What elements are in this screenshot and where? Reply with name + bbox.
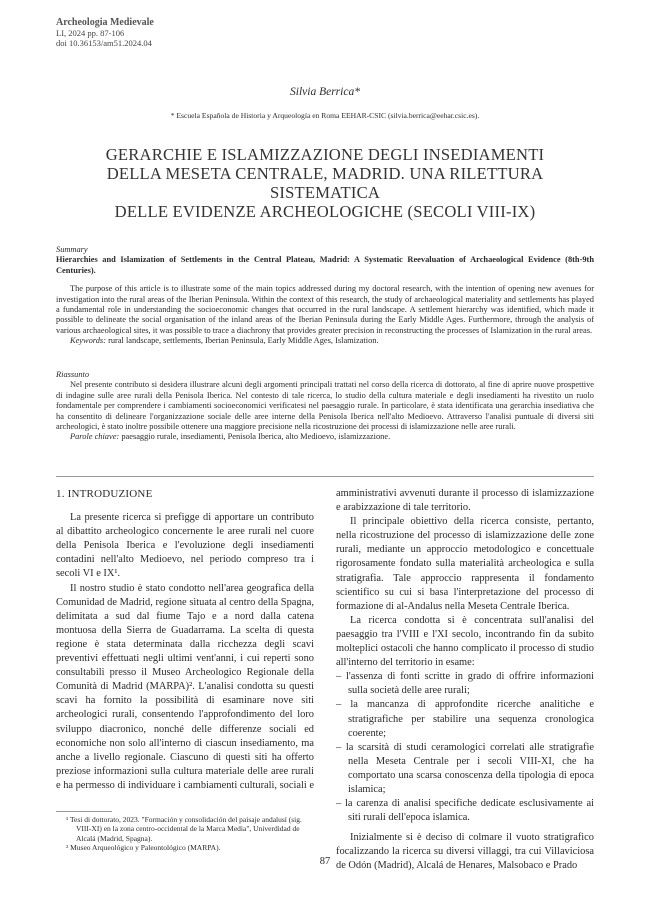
list-item: – la carenza di analisi specifiche dedicate esclusivamente ai siti rurali dell'epoca islamica. <box>336 798 594 824</box>
abstract-divider <box>56 476 594 477</box>
riassunto-text: Nel presente contributo si desidera illustrare alcuni degli argomenti principali trattati nel corso della ricerca di dottorato, al fine di aprire nuove prospettive di indagine sulle aree rurali della Penisola Iberica. Nel contesto di tale ricerca, lo studio della cultura materiale e degli insediamenti ha rivestito un ruolo fondamentale per comprendere i cambiamenti socioeconomici verificatesi nel paesaggio rurale. In particolare, è stata identificata una gerarchia insediativa che ha consentito di delineare l'organizzazione sociale delle aree interne della Penisola Iberica nell'alto Medioevo. Attraverso l'analisi puntuale di diversi siti archeologici, è stato inoltre possibile ottenere una maggiore precisione nella ricostruzione dei processi di islamizzazione nelle aree rurali. <box>56 380 594 432</box>
title-line: GERARCHIE E ISLAMIZZAZIONE DEGLI INSEDIAMENTI <box>105 145 545 164</box>
riassunto-keywords-value: paesaggio rurale, insediamenti, Penisola Iberica, alto Medioevo, islamizzazione. <box>121 432 391 442</box>
summary-english-title: Hierarchies and Islamization of Settlements in the Central Plateau, Madrid: A Systematic Reevaluation of Archaeological Evidence (8th-9th Centuries). <box>56 255 594 275</box>
list-item: – la mancanza di approfondite ricerche analitiche e stratigrafiche per stabilire una sequenza cronologica coerente; <box>336 699 594 739</box>
journal-header <box>56 18 154 48</box>
journal-volume: LI, 2024 pp. 87-106 <box>56 28 125 38</box>
body-paragraph: La ricerca condotta si è concentrata sull'analisi del paesaggio tra l'VIII e l'XI secolo, incontrando fin da subito molteplici ostacoli che hanno complicato il processo di studio all'interno del territorio in esame: <box>336 614 594 669</box>
obstacle-list <box>336 670 594 825</box>
riassunto-keywords <box>56 432 594 442</box>
list-item: – l'assenza di fonti scritte in grado di offrire informazioni sulla società delle aree rurali; <box>336 671 594 697</box>
list-item: – la scarsità di studi ceramologici correlati alle stratigrafie nella Meseta Centrale per i secoli VIII-XI, che ha comportato una scarsa conoscenza della tipologia di epoca islamica; <box>336 741 594 795</box>
section-heading: 1. INTRODUZIONE <box>56 488 153 500</box>
author-affiliation: * Escuela Española de Historia y Arqueología en Roma EEHAR-CSIC (silvia.berrica@eehar.csic.es). <box>170 111 480 120</box>
body-paragraph: Il nostro studio è stato condotto nell'area geografica della Comunidad de Madrid, regione situata al centro della Spagna, delimitata a sud dal fiume Tajo e a nord dalla catena montuosa della Sierra de Guadarrama. La scelta di questa regione è stata determinata dalla ricchezza degli scavi preventivi effettuati negli ultimi vent'anni, i cui reperti sono consultabili presso il Museo Archeologico Regionale della Comunità di Madrid (MARPA)². L'analisi condotta su questi scavi ha fornito la possibilità di esaminare nove siti archeologici rurali, consentendo l'approfondimento del loro sviluppo diacronico, nonché delle differenze sociali ed economiche non solo all'interno di ciascun insediamento, ma anche a livello regionale. Ciascuno di questi siti ha offerto preziose informazioni sulla cultura materiale delle aree rurali e ha permesso di individuare i cambiamenti culturali, sociali e <box>56 582 314 791</box>
body-continuation: amministrativi avvenuti durante il processo di islamizzazione e arabizzazione di tale territorio. <box>336 488 594 514</box>
summary-keywords <box>56 336 594 346</box>
left-column <box>56 487 314 793</box>
body-paragraph: Il principale obiettivo della ricerca consiste, pertanto, nella ricostruzione del processo di islamizzazione delle zone rurali, mediante un approccio metodologico e concettuale rigorosamente fondato sulla materialità archeologica e sulla stratigrafia. Tale approccio rappresenta il fondamento scientifico su cui si basa l'interpretazione del processo di formazione di al-Andalus nella Meseta Centrale Iberica. <box>336 516 594 612</box>
footnotes <box>56 815 314 852</box>
italian-abstract <box>56 370 594 443</box>
page-number: 87 <box>319 856 331 867</box>
footnote: ² Museo Arqueológico y Paleontológico (MARPA). <box>66 842 221 852</box>
summary-heading: Summary <box>56 245 88 254</box>
footnote-divider <box>56 811 112 812</box>
journal-name: Archeologia Medievale <box>56 17 154 28</box>
body-paragraph: La presente ricerca si prefigge di apportare un contributo al dibattito archeologico concernente le aree rurali nel cuore della Penisola Iberica e l'evoluzione degli insediamenti contadini nell'alto Medioevo, nel periodo compreso tra i secoli VI e IX¹. <box>56 512 314 580</box>
right-column <box>336 487 594 874</box>
summary-keywords-label: Keywords: <box>70 336 106 346</box>
body-paragraph: Inizialmente si è deciso di colmare il vuoto stratigrafico focalizzando la ricerca su diversi villaggi, tra cui Villaviciosa de Odón (Madrid), Alcalá de Henares, Malsobaco e Prado <box>336 832 594 872</box>
journal-doi: doi 10.36153/am51.2024.04 <box>56 38 152 48</box>
paper-title <box>70 145 580 221</box>
title-line: DELLE EVIDENZE ARCHEOLOGICHE (SECOLI VIII-IX) <box>114 202 536 221</box>
author-name: Silvia Berrica* <box>290 86 360 98</box>
title-line: DELLA MESETA CENTRALE, MADRID. UNA RILETTURA SISTEMATICA <box>106 164 544 202</box>
english-summary <box>56 245 594 347</box>
footnote: ¹ Tesi di dottorato, 2023. "Formación y consolidación del paisaje andalusí (sig. VIII-XI) en la zona centro-occidental de la Marca Media", Univerdidad de Alcalá (Madrid, Spagna). <box>66 815 302 843</box>
summary-keywords-value: rural landscape, settlements, Iberian Peninsula, Early Middle Ages, Islamization. <box>108 336 379 346</box>
summary-text: The purpose of this article is to illustrate some of the main topics addressed during my doctoral research, with the intention of opening new avenues for investigation into the rural areas of the Iberian Peninsula. Within the context of this research, the study of archaeological materiality and settlements has played a fundamental role in understanding the socioeconomic changes that occurred in the rural landscape. A settlement hierarchy was identified, which made it possible to delineate the social organisation of the inland areas of the Iberian Peninsula during the Early Middle Ages. Furthermore, through the analysis of various archaeological sites, it was possible to trace a diachrony that provides greater precision in reconstructing the processes of Islamization in the rural areas. <box>56 284 594 335</box>
riassunto-keywords-label: Parole chiave: <box>70 432 120 442</box>
riassunto-heading: Riassunto <box>56 370 90 379</box>
